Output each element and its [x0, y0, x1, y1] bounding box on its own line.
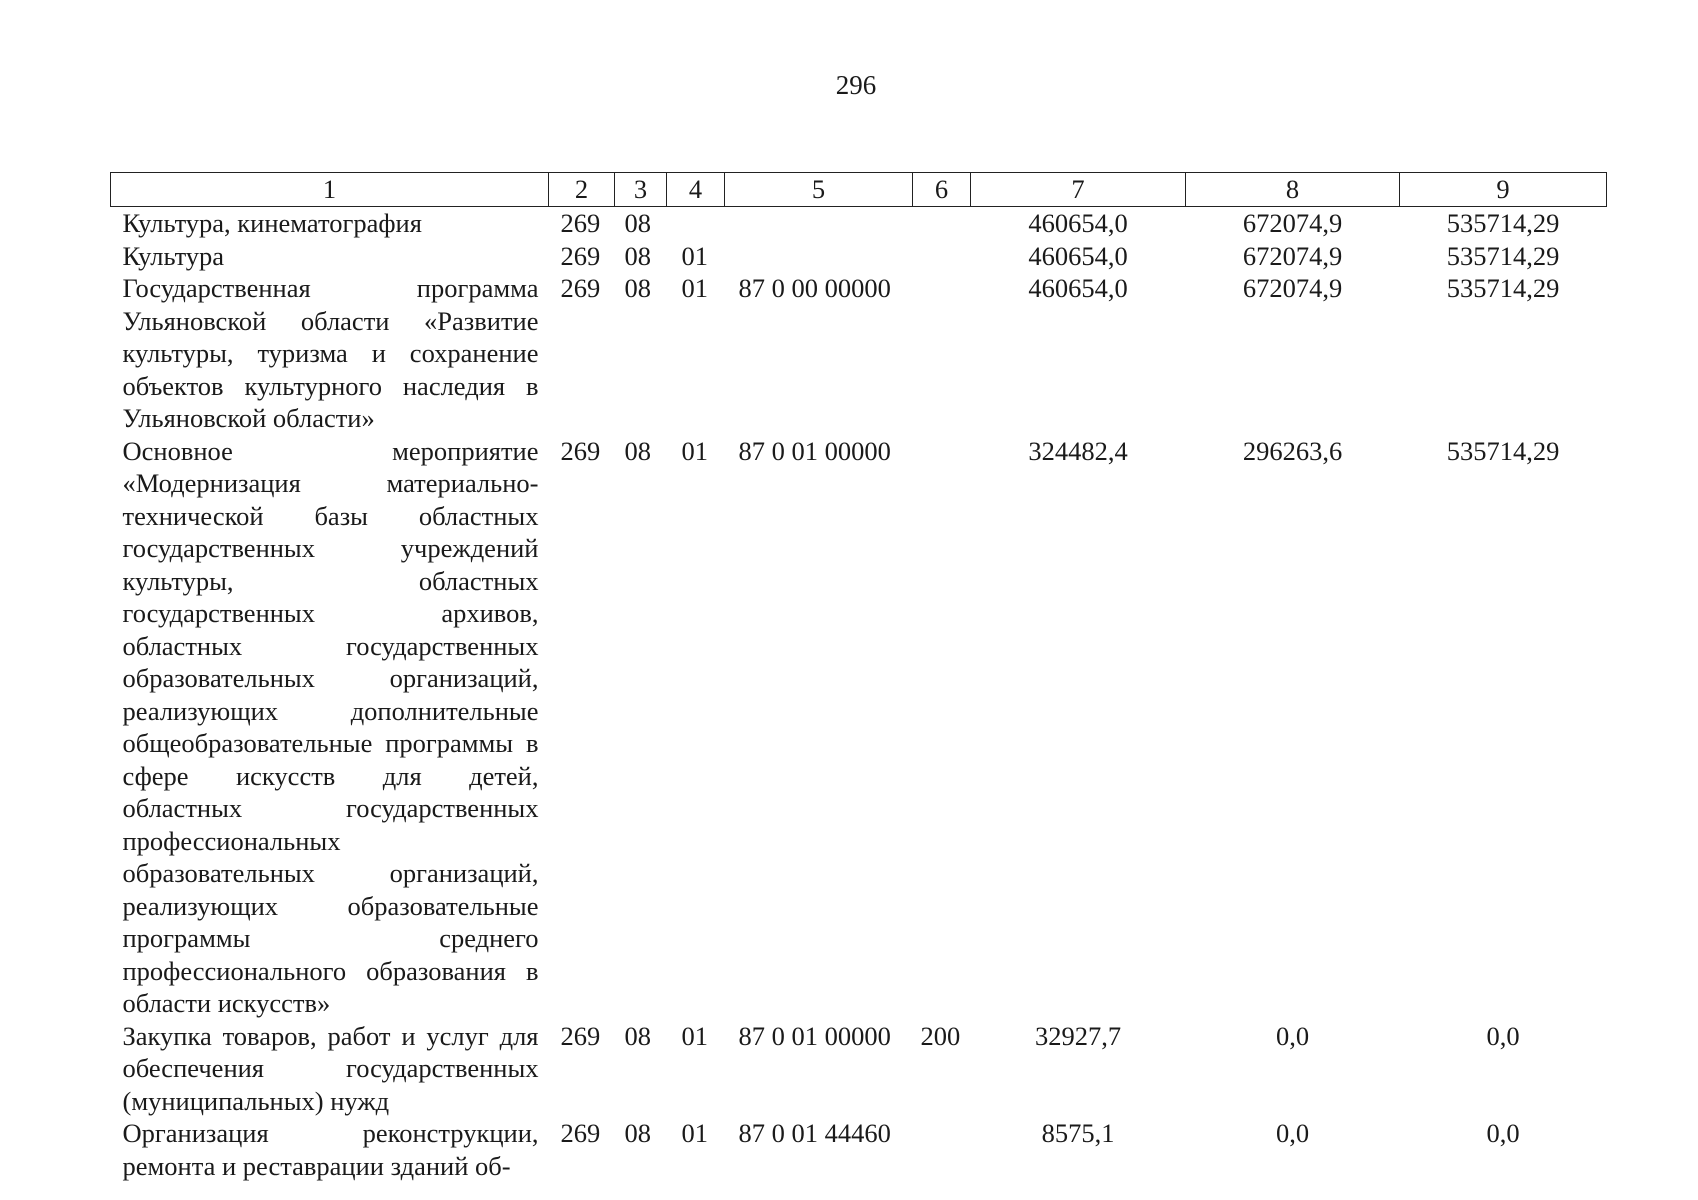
- row-subsection-code: 01: [681, 435, 708, 466]
- row-expense-code: [913, 207, 971, 240]
- row-amount-col8: 672074,9: [1242, 240, 1343, 271]
- header-cell-3: 3: [615, 173, 667, 207]
- row-target-code: 87 0 01 00000: [738, 435, 891, 466]
- header-cell-5: 5: [725, 173, 913, 207]
- row-amount-col8: 0,0: [1275, 1020, 1310, 1051]
- row-target-code: 87 0 00 00000: [738, 273, 891, 303]
- row-subsection-code: 01: [681, 1020, 708, 1051]
- row-name: Культура, кинематография: [122, 208, 422, 238]
- header-cell-4: 4: [667, 173, 725, 207]
- row-name: Культура: [122, 240, 225, 271]
- table-row: [111, 240, 1607, 273]
- row-target-code: 87 0 01 00000: [738, 1020, 891, 1051]
- row-amount-col7: 460654,0: [1028, 208, 1128, 238]
- table-row: [111, 1020, 1607, 1118]
- row-expense-code: [913, 1117, 971, 1182]
- row-name: Государственная программа Ульяновской области «Развитие культуры, туризма и сохранение объектов культурного наследия в Ульяновской области»: [122, 273, 539, 433]
- row-section-code: 08: [624, 1118, 651, 1148]
- row-ministry-code: 269: [560, 1020, 601, 1051]
- row-amount-col7: 324482,4: [1028, 435, 1128, 466]
- header-cell-1: 1: [111, 173, 549, 207]
- row-amount-col7: 460654,0: [1028, 273, 1128, 303]
- header-row: [111, 173, 1607, 207]
- row-amount-col9: 0,0: [1486, 1118, 1520, 1148]
- row-amount-col8: 296263,6: [1242, 435, 1343, 466]
- row-section-code: 08: [624, 435, 651, 466]
- row-subsection-code: 01: [681, 1118, 708, 1148]
- table-body: [111, 207, 1607, 1183]
- row-ministry-code: 269: [560, 1118, 601, 1148]
- row-subsection-code: [667, 207, 725, 240]
- header-cell-9: 9: [1400, 173, 1607, 207]
- row-amount-col9: 535714,29: [1446, 273, 1560, 303]
- budget-table-sheet: [110, 172, 1606, 1182]
- row-section-code: 08: [624, 208, 651, 238]
- header-cell-8: 8: [1186, 173, 1400, 207]
- row-amount-col7: 32927,7: [1034, 1020, 1122, 1051]
- row-subsection-code: 01: [681, 273, 708, 303]
- row-target-code: 87 0 01 44460: [738, 1118, 891, 1148]
- row-ministry-code: 269: [560, 240, 601, 271]
- row-ministry-code: 269: [560, 208, 601, 238]
- header-cell-7: 7: [971, 173, 1186, 207]
- row-amount-col8: 0,0: [1275, 1118, 1310, 1148]
- table-row: [111, 272, 1607, 435]
- row-name: Основное мероприятие «Модернизация материально-технической базы областных государственных учреждений культуры, областных государственных архивов, областных государственных образовательных организаций, реализующих дополнительные общеобразовательные программы в сфере искусств для детей, областных государственных профессиональных образовательных организаций, реализующих образовательные программы среднего профессионального образования в области искусств»: [122, 435, 539, 1018]
- table-header: [111, 173, 1607, 207]
- row-expense-code: [913, 272, 971, 435]
- table-row: [111, 1117, 1607, 1182]
- row-expense-code: [913, 435, 971, 1020]
- row-section-code: 08: [624, 240, 651, 271]
- row-subsection-code: 01: [681, 240, 708, 271]
- row-amount-col9: 535714,29: [1446, 208, 1560, 238]
- row-name: Организация реконструкции, ремонта и реставрации зданий об-: [122, 1118, 539, 1181]
- table-row: [111, 435, 1607, 1020]
- page-number: 296: [835, 70, 877, 100]
- row-section-code: 08: [624, 1020, 651, 1051]
- row-section-code: 08: [624, 273, 651, 303]
- row-amount-col8: 672074,9: [1242, 208, 1343, 238]
- header-cell-6: 6: [913, 173, 971, 207]
- row-target-code: [725, 240, 913, 273]
- header-cell-2: 2: [549, 173, 615, 207]
- row-amount-col9: 0,0: [1486, 1020, 1520, 1051]
- row-amount-col9: 535714,29: [1446, 435, 1560, 466]
- row-ministry-code: 269: [560, 273, 601, 303]
- row-expense-code: [913, 240, 971, 273]
- budget-table: [110, 172, 1607, 1182]
- row-amount-col7: 460654,0: [1028, 240, 1128, 271]
- row-amount-col9: 535714,29: [1446, 240, 1560, 271]
- row-expense-code: 200: [920, 1020, 961, 1051]
- row-target-code: [725, 207, 913, 240]
- row-name: Закупка товаров, работ и услуг для обеспечения государственных (муниципальных) нужд: [122, 1020, 539, 1116]
- row-amount-col8: 672074,9: [1242, 273, 1343, 303]
- table-row: [111, 207, 1607, 240]
- row-ministry-code: 269: [560, 435, 601, 466]
- row-amount-col7: 8575,1: [1041, 1118, 1115, 1148]
